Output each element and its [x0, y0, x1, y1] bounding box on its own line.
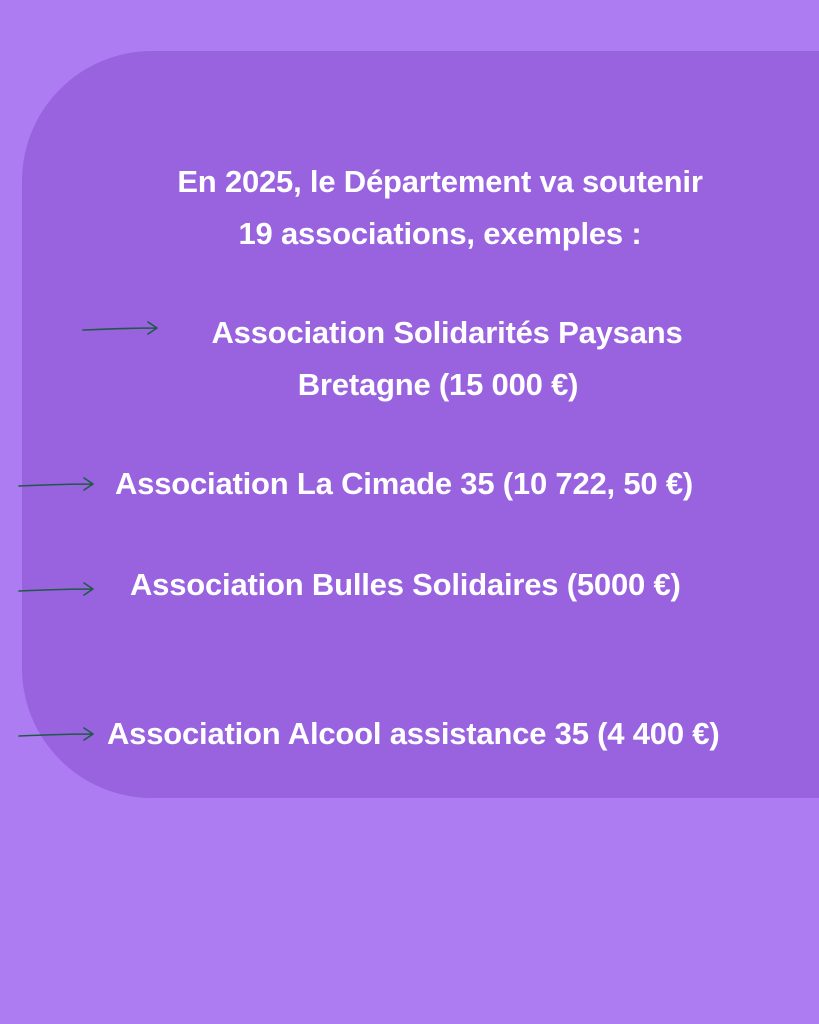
arrow-right-icon [18, 582, 96, 598]
heading-line-1: En 2025, le Département va soutenir [177, 164, 703, 199]
heading-line-2: 19 associations, exemples : [238, 216, 642, 251]
item-3-line-1: Association Bulles Solidaires (5000 €) [130, 567, 681, 602]
arrow-right-icon [18, 477, 96, 493]
item-1-line-1: Association Solidarités Paysans [211, 315, 683, 350]
item-2-line-1: Association La Cimade 35 (10 722, 50 €) [115, 466, 694, 501]
item-1-line-2: Bretagne (15 000 €) [297, 367, 579, 402]
item-4-line-1: Association Alcool assistance 35 (4 400 €) [107, 716, 720, 751]
arrow-right-icon [18, 727, 96, 743]
